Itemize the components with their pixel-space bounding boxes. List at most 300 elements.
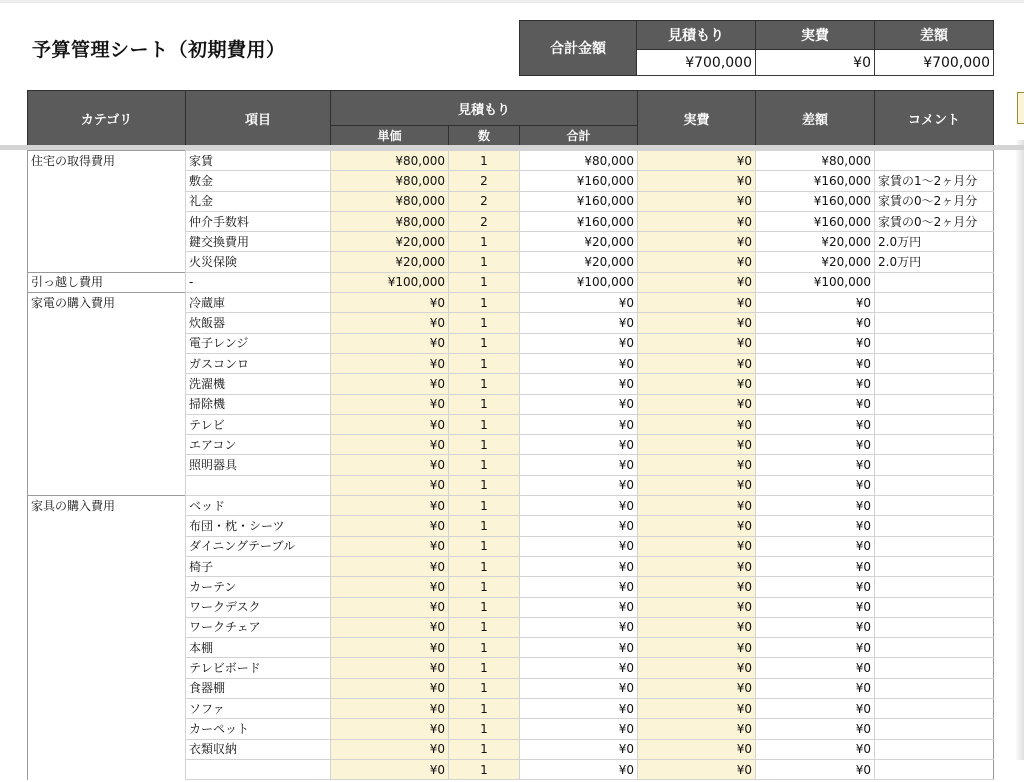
comment-cell[interactable] bbox=[875, 333, 994, 353]
actual-cell[interactable]: ¥0 bbox=[638, 617, 756, 637]
item-cell[interactable]: 衣類収納 bbox=[186, 739, 331, 759]
diff-cell[interactable]: ¥0 bbox=[756, 556, 875, 576]
diff-cell[interactable]: ¥20,000 bbox=[756, 252, 875, 272]
table-row bbox=[28, 374, 994, 394]
item-cell[interactable]: 冷蔵庫 bbox=[186, 293, 331, 313]
total-cell[interactable]: ¥0 bbox=[520, 577, 638, 597]
qty-cell[interactable]: 1 bbox=[449, 151, 520, 171]
comment-cell[interactable] bbox=[875, 536, 994, 556]
total-cell[interactable]: ¥0 bbox=[520, 496, 638, 516]
total-cell[interactable]: ¥100,000 bbox=[520, 272, 638, 292]
comment-cell[interactable] bbox=[875, 394, 994, 414]
unit-price-cell[interactable]: ¥0 bbox=[331, 435, 449, 455]
actual-cell[interactable]: ¥0 bbox=[638, 577, 756, 597]
qty-cell[interactable]: 1 bbox=[449, 293, 520, 313]
actual-cell[interactable]: ¥0 bbox=[638, 293, 756, 313]
qty-cell[interactable]: 1 bbox=[449, 252, 520, 272]
qty-cell[interactable]: 1 bbox=[449, 333, 520, 353]
diff-cell[interactable]: ¥0 bbox=[756, 617, 875, 637]
actual-cell[interactable]: ¥0 bbox=[638, 333, 756, 353]
category-cell[interactable] bbox=[28, 678, 186, 698]
total-cell[interactable]: ¥0 bbox=[520, 699, 638, 719]
unit-price-cell[interactable]: ¥0 bbox=[331, 617, 449, 637]
table-row bbox=[28, 211, 994, 231]
item-cell[interactable]: 照明器具 bbox=[186, 455, 331, 475]
table-row bbox=[28, 617, 994, 637]
top-edge bbox=[0, 0, 1024, 3]
category-cell[interactable] bbox=[28, 597, 186, 617]
table-row bbox=[28, 313, 994, 333]
actual-cell[interactable]: ¥0 bbox=[638, 394, 756, 414]
actual-cell[interactable]: ¥0 bbox=[638, 516, 756, 536]
total-cell[interactable]: ¥0 bbox=[520, 293, 638, 313]
category-cell[interactable] bbox=[28, 353, 186, 373]
qty-cell[interactable]: 1 bbox=[449, 577, 520, 597]
qty-cell[interactable]: 2 bbox=[449, 211, 520, 231]
item-cell[interactable]: - bbox=[186, 272, 331, 292]
table-row bbox=[28, 638, 994, 658]
diff-cell[interactable]: ¥100,000 bbox=[756, 272, 875, 292]
comment-cell[interactable] bbox=[875, 759, 994, 779]
category-cell[interactable] bbox=[28, 191, 186, 211]
item-cell[interactable]: 椅子 bbox=[186, 556, 331, 576]
total-cell[interactable]: ¥0 bbox=[520, 658, 638, 678]
category-cell[interactable] bbox=[28, 556, 186, 576]
item-cell[interactable]: 電子レンジ bbox=[186, 333, 331, 353]
category-cell[interactable] bbox=[28, 536, 186, 556]
table-row bbox=[28, 353, 994, 373]
total-cell[interactable]: ¥0 bbox=[520, 374, 638, 394]
comment-cell[interactable] bbox=[875, 556, 994, 576]
table-row bbox=[28, 496, 994, 516]
qty-cell[interactable]: 1 bbox=[449, 313, 520, 333]
item-cell[interactable]: 掃除機 bbox=[186, 394, 331, 414]
unit-price-cell[interactable]: ¥0 bbox=[331, 414, 449, 434]
total-cell[interactable]: ¥80,000 bbox=[520, 151, 638, 171]
unit-price-cell[interactable]: ¥0 bbox=[331, 394, 449, 414]
total-cell[interactable]: ¥0 bbox=[520, 536, 638, 556]
total-cell[interactable]: ¥0 bbox=[520, 678, 638, 698]
qty-cell[interactable]: 1 bbox=[449, 475, 520, 495]
actual-cell[interactable]: ¥0 bbox=[638, 759, 756, 779]
table-row bbox=[28, 191, 994, 211]
diff-cell[interactable]: ¥0 bbox=[756, 455, 875, 475]
category-cell[interactable] bbox=[28, 759, 186, 779]
category-cell[interactable] bbox=[28, 435, 186, 455]
category-cell[interactable] bbox=[28, 414, 186, 434]
category-cell[interactable] bbox=[28, 739, 186, 759]
item-cell[interactable] bbox=[186, 759, 331, 779]
header-category: カテゴリ bbox=[28, 91, 186, 146]
actual-cell[interactable]: ¥0 bbox=[638, 414, 756, 434]
item-cell[interactable]: 火災保険 bbox=[186, 252, 331, 272]
category-cell[interactable]: 家具の購入費用 bbox=[28, 496, 186, 516]
comment-cell[interactable] bbox=[875, 496, 994, 516]
table-row bbox=[28, 536, 994, 556]
category-cell[interactable] bbox=[28, 638, 186, 658]
item-cell[interactable]: 炊飯器 bbox=[186, 313, 331, 333]
unit-price-cell[interactable]: ¥80,000 bbox=[331, 211, 449, 231]
item-cell[interactable]: 敷金 bbox=[186, 171, 331, 191]
category-cell[interactable] bbox=[28, 455, 186, 475]
item-cell[interactable] bbox=[186, 475, 331, 495]
unit-price-cell[interactable]: ¥0 bbox=[331, 455, 449, 475]
table-row bbox=[28, 556, 994, 576]
category-cell[interactable] bbox=[28, 171, 186, 191]
item-cell[interactable]: 礼金 bbox=[186, 191, 331, 211]
diff-cell[interactable]: ¥0 bbox=[756, 516, 875, 536]
table-row bbox=[28, 475, 994, 495]
diff-cell[interactable]: ¥0 bbox=[756, 333, 875, 353]
diff-cell[interactable]: ¥0 bbox=[756, 739, 875, 759]
total-cell[interactable]: ¥0 bbox=[520, 333, 638, 353]
offscreen-cell-edge bbox=[1017, 92, 1024, 124]
diff-cell[interactable]: ¥80,000 bbox=[756, 151, 875, 171]
table-row bbox=[28, 414, 994, 434]
diff-cell[interactable]: ¥0 bbox=[756, 435, 875, 455]
unit-price-cell[interactable]: ¥0 bbox=[331, 699, 449, 719]
qty-cell[interactable]: 1 bbox=[449, 374, 520, 394]
category-cell[interactable]: 引っ越し費用 bbox=[28, 272, 186, 292]
unit-price-cell[interactable]: ¥0 bbox=[331, 313, 449, 333]
qty-cell[interactable]: 1 bbox=[449, 232, 520, 252]
category-cell[interactable] bbox=[28, 617, 186, 637]
header-total: 合計 bbox=[520, 126, 638, 146]
item-cell[interactable]: 本棚 bbox=[186, 638, 331, 658]
actual-cell[interactable]: ¥0 bbox=[638, 658, 756, 678]
qty-cell[interactable]: 1 bbox=[449, 617, 520, 637]
qty-cell[interactable]: 1 bbox=[449, 759, 520, 779]
budget-table bbox=[27, 150, 994, 780]
qty-cell[interactable]: 1 bbox=[449, 638, 520, 658]
item-cell[interactable]: ベッド bbox=[186, 496, 331, 516]
comment-cell[interactable] bbox=[875, 475, 994, 495]
summary-diff-value[interactable]: ¥700,000 bbox=[875, 50, 994, 76]
category-cell[interactable] bbox=[28, 252, 186, 272]
unit-price-cell[interactable]: ¥0 bbox=[331, 597, 449, 617]
diff-cell[interactable]: ¥160,000 bbox=[756, 191, 875, 211]
total-cell[interactable]: ¥0 bbox=[520, 597, 638, 617]
table-row bbox=[28, 333, 994, 353]
comment-cell[interactable] bbox=[875, 638, 994, 658]
actual-cell[interactable]: ¥0 bbox=[638, 678, 756, 698]
diff-cell[interactable]: ¥20,000 bbox=[756, 232, 875, 252]
header-estimate: 見積もり bbox=[331, 91, 638, 126]
unit-price-cell[interactable]: ¥0 bbox=[331, 475, 449, 495]
total-cell[interactable]: ¥0 bbox=[520, 353, 638, 373]
total-cell[interactable]: ¥160,000 bbox=[520, 171, 638, 191]
unit-price-cell[interactable]: ¥0 bbox=[331, 678, 449, 698]
actual-cell[interactable]: ¥0 bbox=[638, 556, 756, 576]
table-row bbox=[28, 597, 994, 617]
qty-cell[interactable]: 1 bbox=[449, 516, 520, 536]
qty-cell[interactable]: 1 bbox=[449, 699, 520, 719]
actual-cell[interactable]: ¥0 bbox=[638, 597, 756, 617]
actual-cell[interactable]: ¥0 bbox=[638, 232, 756, 252]
comment-cell[interactable] bbox=[875, 455, 994, 475]
qty-cell[interactable]: 1 bbox=[449, 435, 520, 455]
table-row bbox=[28, 699, 994, 719]
total-cell[interactable]: ¥0 bbox=[520, 455, 638, 475]
diff-cell[interactable]: ¥0 bbox=[756, 313, 875, 333]
item-cell[interactable]: カーテン bbox=[186, 577, 331, 597]
actual-cell[interactable]: ¥0 bbox=[638, 171, 756, 191]
category-cell[interactable] bbox=[28, 394, 186, 414]
total-cell[interactable]: ¥20,000 bbox=[520, 252, 638, 272]
unit-price-cell[interactable]: ¥0 bbox=[331, 293, 449, 313]
diff-cell[interactable]: ¥0 bbox=[756, 394, 875, 414]
unit-price-cell[interactable]: ¥80,000 bbox=[331, 151, 449, 171]
unit-price-cell[interactable]: ¥0 bbox=[331, 658, 449, 678]
unit-price-cell[interactable]: ¥0 bbox=[331, 719, 449, 739]
unit-price-cell[interactable]: ¥0 bbox=[331, 759, 449, 779]
item-cell[interactable]: 仲介手数料 bbox=[186, 211, 331, 231]
diff-cell[interactable]: ¥0 bbox=[756, 658, 875, 678]
category-cell[interactable] bbox=[28, 658, 186, 678]
diff-cell[interactable]: ¥0 bbox=[756, 374, 875, 394]
budget-table-header bbox=[27, 90, 994, 146]
item-cell[interactable]: ソファ bbox=[186, 699, 331, 719]
item-cell[interactable]: 鍵交換費用 bbox=[186, 232, 331, 252]
actual-cell[interactable]: ¥0 bbox=[638, 272, 756, 292]
diff-cell[interactable]: ¥0 bbox=[756, 536, 875, 556]
unit-price-cell[interactable]: ¥100,000 bbox=[331, 272, 449, 292]
diff-cell[interactable]: ¥0 bbox=[756, 678, 875, 698]
comment-cell[interactable] bbox=[875, 577, 994, 597]
total-cell[interactable]: ¥0 bbox=[520, 394, 638, 414]
summary-header-estimate: 見積もり bbox=[637, 21, 756, 50]
comment-cell[interactable]: 2.0万円 bbox=[875, 232, 994, 252]
actual-cell[interactable]: ¥0 bbox=[638, 252, 756, 272]
total-cell[interactable]: ¥0 bbox=[520, 556, 638, 576]
table-row bbox=[28, 272, 994, 292]
diff-cell[interactable]: ¥160,000 bbox=[756, 171, 875, 191]
comment-cell[interactable] bbox=[875, 678, 994, 698]
comment-cell[interactable]: 家賃の0〜2ヶ月分 bbox=[875, 211, 994, 231]
table-row bbox=[28, 232, 994, 252]
item-cell[interactable]: 洗濯機 bbox=[186, 374, 331, 394]
qty-cell[interactable]: 1 bbox=[449, 678, 520, 698]
comment-cell[interactable] bbox=[875, 293, 994, 313]
actual-cell[interactable]: ¥0 bbox=[638, 374, 756, 394]
diff-cell[interactable]: ¥0 bbox=[756, 293, 875, 313]
comment-cell[interactable]: 家賃の0〜2ヶ月分 bbox=[875, 191, 994, 211]
diff-cell[interactable]: ¥0 bbox=[756, 759, 875, 779]
total-cell[interactable]: ¥160,000 bbox=[520, 211, 638, 231]
item-cell[interactable]: 家賃 bbox=[186, 151, 331, 171]
actual-cell[interactable]: ¥0 bbox=[638, 455, 756, 475]
qty-cell[interactable]: 1 bbox=[449, 536, 520, 556]
unit-price-cell[interactable]: ¥0 bbox=[331, 739, 449, 759]
table-row bbox=[28, 151, 994, 171]
table-row bbox=[28, 739, 994, 759]
category-cell[interactable] bbox=[28, 232, 186, 252]
total-cell[interactable]: ¥0 bbox=[520, 475, 638, 495]
item-cell[interactable]: 布団・枕・シーツ bbox=[186, 516, 331, 536]
table-row bbox=[28, 455, 994, 475]
qty-cell[interactable]: 1 bbox=[449, 455, 520, 475]
unit-price-cell[interactable]: ¥0 bbox=[331, 333, 449, 353]
unit-price-cell[interactable]: ¥20,000 bbox=[331, 252, 449, 272]
header-qty: 数 bbox=[449, 126, 520, 146]
comment-cell[interactable] bbox=[875, 516, 994, 536]
unit-price-cell[interactable]: ¥0 bbox=[331, 516, 449, 536]
page-title: 予算管理シート（初期費用） bbox=[32, 39, 286, 61]
actual-cell[interactable]: ¥0 bbox=[638, 536, 756, 556]
comment-cell[interactable] bbox=[875, 374, 994, 394]
table-row bbox=[28, 435, 994, 455]
actual-cell[interactable]: ¥0 bbox=[638, 496, 756, 516]
diff-cell[interactable]: ¥0 bbox=[756, 638, 875, 658]
unit-price-cell[interactable]: ¥0 bbox=[331, 536, 449, 556]
total-cell[interactable]: ¥0 bbox=[520, 516, 638, 536]
category-cell[interactable] bbox=[28, 475, 186, 495]
diff-cell[interactable]: ¥0 bbox=[756, 414, 875, 434]
table-row bbox=[28, 394, 994, 414]
qty-cell[interactable]: 1 bbox=[449, 739, 520, 759]
unit-price-cell[interactable]: ¥0 bbox=[331, 496, 449, 516]
diff-cell[interactable]: ¥0 bbox=[756, 353, 875, 373]
summary-table bbox=[519, 20, 994, 76]
category-cell[interactable]: 住宅の取得費用 bbox=[28, 151, 186, 171]
unit-price-cell[interactable]: ¥80,000 bbox=[331, 171, 449, 191]
header-unit-price: 単価 bbox=[331, 126, 449, 146]
actual-cell[interactable]: ¥0 bbox=[638, 191, 756, 211]
summary-header-diff: 差額 bbox=[875, 21, 994, 50]
comment-cell[interactable] bbox=[875, 353, 994, 373]
summary-label: 合計金額 bbox=[520, 21, 637, 76]
budget-table-body bbox=[28, 151, 994, 780]
unit-price-cell[interactable]: ¥20,000 bbox=[331, 232, 449, 252]
category-cell[interactable] bbox=[28, 211, 186, 231]
category-cell[interactable] bbox=[28, 333, 186, 353]
comment-cell[interactable] bbox=[875, 617, 994, 637]
item-cell[interactable]: テレビ bbox=[186, 414, 331, 434]
table-row bbox=[28, 759, 994, 779]
total-cell[interactable]: ¥0 bbox=[520, 739, 638, 759]
item-cell[interactable]: テレビボード bbox=[186, 658, 331, 678]
actual-cell[interactable]: ¥0 bbox=[638, 353, 756, 373]
total-cell[interactable]: ¥0 bbox=[520, 313, 638, 333]
actual-cell[interactable]: ¥0 bbox=[638, 435, 756, 455]
qty-cell[interactable]: 1 bbox=[449, 556, 520, 576]
qty-cell[interactable]: 1 bbox=[449, 414, 520, 434]
actual-cell[interactable]: ¥0 bbox=[638, 313, 756, 333]
diff-cell[interactable]: ¥0 bbox=[756, 719, 875, 739]
item-cell[interactable]: ワークチェア bbox=[186, 617, 331, 637]
item-cell[interactable]: ワークデスク bbox=[186, 597, 331, 617]
qty-cell[interactable]: 1 bbox=[449, 272, 520, 292]
diff-cell[interactable]: ¥160,000 bbox=[756, 211, 875, 231]
summary-header-actual: 実費 bbox=[756, 21, 875, 50]
category-cell[interactable] bbox=[28, 699, 186, 719]
actual-cell[interactable]: ¥0 bbox=[638, 719, 756, 739]
unit-price-cell[interactable]: ¥0 bbox=[331, 638, 449, 658]
actual-cell[interactable]: ¥0 bbox=[638, 151, 756, 171]
category-cell[interactable] bbox=[28, 313, 186, 333]
total-cell[interactable]: ¥0 bbox=[520, 759, 638, 779]
item-cell[interactable]: カーペット bbox=[186, 719, 331, 739]
qty-cell[interactable]: 1 bbox=[449, 719, 520, 739]
category-cell[interactable]: 家電の購入費用 bbox=[28, 293, 186, 313]
comment-cell[interactable]: 家賃の1〜2ヶ月分 bbox=[875, 171, 994, 191]
comment-cell[interactable] bbox=[875, 739, 994, 759]
table-row bbox=[28, 516, 994, 536]
diff-cell[interactable]: ¥0 bbox=[756, 496, 875, 516]
category-cell[interactable] bbox=[28, 374, 186, 394]
unit-price-cell[interactable]: ¥0 bbox=[331, 374, 449, 394]
actual-cell[interactable]: ¥0 bbox=[638, 475, 756, 495]
comment-cell[interactable] bbox=[875, 313, 994, 333]
qty-cell[interactable]: 1 bbox=[449, 496, 520, 516]
actual-cell[interactable]: ¥0 bbox=[638, 739, 756, 759]
category-cell[interactable] bbox=[28, 719, 186, 739]
scroll-edge-shadow bbox=[1015, 140, 1024, 760]
total-cell[interactable]: ¥0 bbox=[520, 414, 638, 434]
header-diff: 差額 bbox=[756, 91, 875, 146]
unit-price-cell[interactable]: ¥0 bbox=[331, 577, 449, 597]
qty-cell[interactable]: 1 bbox=[449, 658, 520, 678]
actual-cell[interactable]: ¥0 bbox=[638, 638, 756, 658]
diff-cell[interactable]: ¥0 bbox=[756, 597, 875, 617]
table-row bbox=[28, 658, 994, 678]
summary-actual-value[interactable]: ¥0 bbox=[756, 50, 875, 76]
table-row bbox=[28, 293, 994, 313]
unit-price-cell[interactable]: ¥0 bbox=[331, 556, 449, 576]
actual-cell[interactable]: ¥0 bbox=[638, 699, 756, 719]
qty-cell[interactable]: 2 bbox=[449, 171, 520, 191]
item-cell[interactable]: エアコン bbox=[186, 435, 331, 455]
diff-cell[interactable]: ¥0 bbox=[756, 699, 875, 719]
comment-cell[interactable]: 2.0万円 bbox=[875, 252, 994, 272]
summary-estimate-value[interactable]: ¥700,000 bbox=[637, 50, 756, 76]
qty-cell[interactable]: 2 bbox=[449, 191, 520, 211]
comment-cell[interactable] bbox=[875, 272, 994, 292]
qty-cell[interactable]: 1 bbox=[449, 394, 520, 414]
category-cell[interactable] bbox=[28, 516, 186, 536]
item-cell[interactable]: 食器棚 bbox=[186, 678, 331, 698]
total-cell[interactable]: ¥0 bbox=[520, 435, 638, 455]
total-cell[interactable]: ¥0 bbox=[520, 638, 638, 658]
total-cell[interactable]: ¥20,000 bbox=[520, 232, 638, 252]
qty-cell[interactable]: 1 bbox=[449, 597, 520, 617]
comment-cell[interactable] bbox=[875, 151, 994, 171]
header-item: 項目 bbox=[186, 91, 331, 146]
comment-cell[interactable] bbox=[875, 719, 994, 739]
comment-cell[interactable] bbox=[875, 414, 994, 434]
table-row bbox=[28, 171, 994, 191]
total-cell[interactable]: ¥0 bbox=[520, 719, 638, 739]
item-cell[interactable]: ダイニングテーブル bbox=[186, 536, 331, 556]
table-row bbox=[28, 678, 994, 698]
item-cell[interactable]: ガスコンロ bbox=[186, 353, 331, 373]
header-actual: 実費 bbox=[638, 91, 756, 146]
qty-cell[interactable]: 1 bbox=[449, 353, 520, 373]
diff-cell[interactable]: ¥0 bbox=[756, 577, 875, 597]
comment-cell[interactable] bbox=[875, 435, 994, 455]
comment-cell[interactable] bbox=[875, 699, 994, 719]
diff-cell[interactable]: ¥0 bbox=[756, 475, 875, 495]
header-comment: コメント bbox=[875, 91, 994, 146]
total-cell[interactable]: ¥160,000 bbox=[520, 191, 638, 211]
comment-cell[interactable] bbox=[875, 597, 994, 617]
unit-price-cell[interactable]: ¥0 bbox=[331, 353, 449, 373]
unit-price-cell[interactable]: ¥80,000 bbox=[331, 191, 449, 211]
actual-cell[interactable]: ¥0 bbox=[638, 211, 756, 231]
comment-cell[interactable] bbox=[875, 658, 994, 678]
category-cell[interactable] bbox=[28, 577, 186, 597]
total-cell[interactable]: ¥0 bbox=[520, 617, 638, 637]
